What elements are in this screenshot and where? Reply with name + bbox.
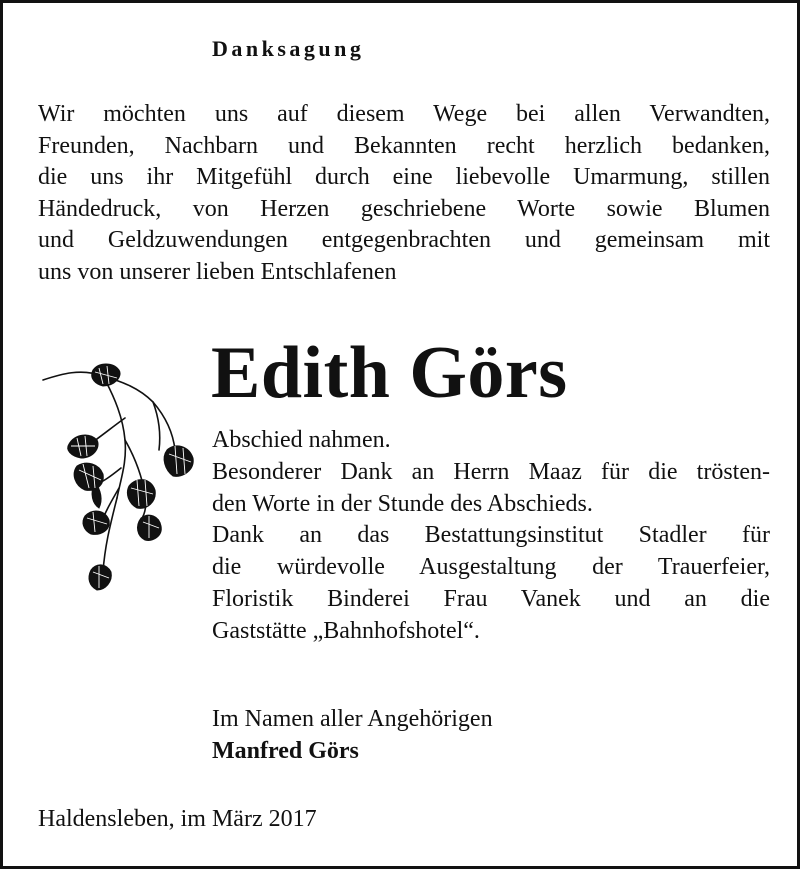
- thanks-line: Floristik Binderei Frau Vanek und an die: [212, 585, 770, 612]
- birch-branch-icon: [41, 358, 199, 608]
- intro-line: Wir möchten uns auf diesem Wege bei allen Verwandten,: [38, 101, 770, 127]
- thanks-line: Gaststätte „Bahnhofshotel“.: [212, 617, 480, 644]
- thanks-line: die würdevolle Ausgestaltung der Trauerfeier,: [212, 554, 770, 581]
- intro-line: und Geldzuwendungen entgegenbrachten und gemeinsam mit: [38, 227, 770, 254]
- signature-intro: Im Namen aller Angehörigen: [212, 706, 493, 732]
- thanks-line: Besonderer Dank an Herrn Maaz für die trösten-: [212, 458, 770, 485]
- thanks-line: Abschied nahmen.: [212, 427, 391, 453]
- intro-line: uns von unserer lieben Entschlafenen: [38, 258, 397, 285]
- thanks-line: Dank an das Bestattungsinstitut Stadler für: [212, 522, 770, 549]
- intro-line: Händedruck, von Herzen geschriebene Worte sowie Blumen: [38, 195, 770, 222]
- thanks-paragraph: [212, 425, 770, 648]
- thanks-line: den Worte in der Stunde des Abschieds.: [212, 490, 593, 517]
- signer-name: Manfred Görs: [212, 738, 359, 764]
- notice-heading: Danksagung: [212, 36, 365, 61]
- deceased-name: Edith Görs: [211, 332, 568, 414]
- intro-line: die uns ihr Mitgefühl durch eine liebevolle Umarmung, stillen: [38, 164, 770, 191]
- place-date: Haldensleben, im März 2017: [38, 806, 317, 832]
- intro-paragraph: [38, 99, 770, 289]
- intro-line: Freunden, Nachbarn und Bekannten recht herzlich bedanken,: [38, 132, 770, 159]
